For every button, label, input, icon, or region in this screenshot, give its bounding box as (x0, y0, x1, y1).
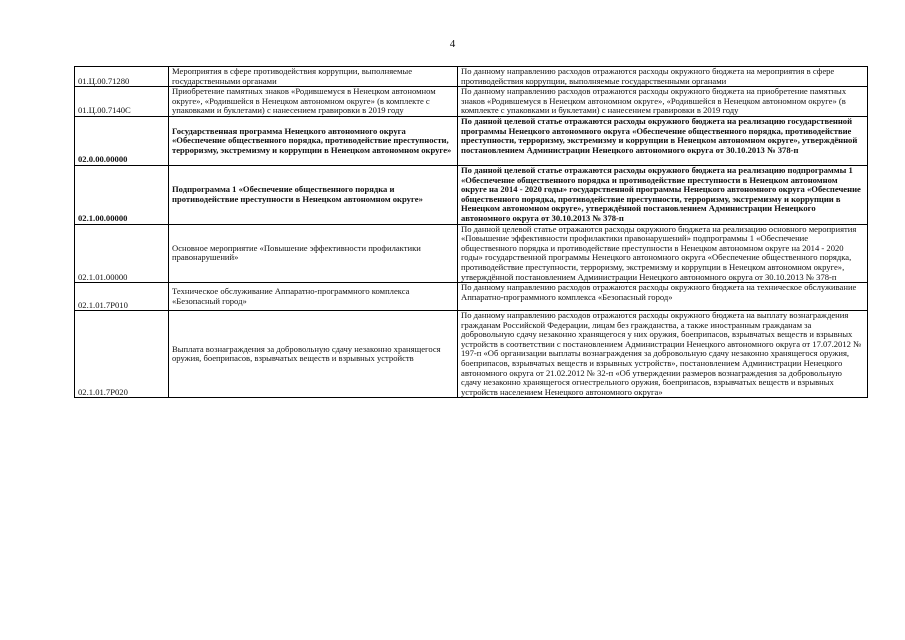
item-description-cell: По данному направлению расходов отражаются расходы окружного бюджета на выплату вознаграждения гражданам Российской Федерации, лицам без гражданства, а также иностранным гражданам за добровольную сдачу незаконно хранящегося у них оружия, боеприпасов, взрывчатых веществ и взрывных устройств в соответствии с постановлением Администрации Ненецкого автономного округа от 17.07.2012 № 197-п «Об организации выплаты вознаграждения за добровольную сдачу незаконно хранящегося оружия, боеприпасов, взрывчатых веществ и взрывных устройств», постановлением Администрации Ненецкого автономного округа от 21.02.2012 № 32-п «Об утверждении размеров вознаграждения за добровольную сдачу незаконно хранящегося огнестрельного оружия, боеприпасов, взрывчатых веществ и взрывных устройств населением Ненецкого автономного округа» (458, 311, 868, 398)
budget-classification-table (74, 66, 868, 398)
item-description-cell: По данной целевой статье отражаются расходы окружного бюджета на реализацию государственной программы Ненецкого автономного округа «Обеспечение общественного порядка, противодействие преступности, терроризму, экстремизму и коррупции в Ненецком автономном округе», утверждённой постановлением Администрации Ненецкого автономного округа от 30.10.2013 № 378-п (458, 116, 868, 165)
target-code-cell: 02.1.01.00000 (75, 224, 169, 283)
target-code-cell: 02.0.00.00000 (75, 116, 169, 165)
table-row (75, 87, 868, 117)
target-code-cell: 01.Ц.00.71280 (75, 67, 169, 87)
table-row (75, 311, 868, 398)
item-description-cell: По данному направлению расходов отражаются расходы окружного бюджета на мероприятия в сфере противодействия коррупции, выполняемые государственными органами (458, 67, 868, 87)
item-name-cell: Основное мероприятие «Повышение эффективности профилактики правонарушений» (169, 224, 458, 283)
item-description-cell: По данному направлению расходов отражаются расходы окружного бюджета на техническое обслуживание Аппаратно-программного комплекса «Безопасный город» (458, 283, 868, 311)
target-code-cell: 02.1.00.00000 (75, 165, 169, 224)
item-name-cell: Мероприятия в сфере противодействия коррупции, выполняемые государственными органами (169, 67, 458, 87)
item-description-cell: По данному направлению расходов отражаются расходы окружного бюджета на приобретение памятных знаков «Родившемуся в Ненецком автономном округе», «Родившейся в Ненецком автономном округе» (в комплекте с упаковками и буклетами) с нанесением гравировки в 2019 году (458, 87, 868, 117)
table-row (75, 165, 868, 224)
item-name-cell: Приобретение памятных знаков «Родившемуся в Ненецком автономном округе», «Родившейся в Ненецком автономном округе» (в комплекте с упаковками и буклетами) с нанесением гравировки в 2019 году (169, 87, 458, 117)
table-row (75, 67, 868, 87)
page-number: 4 (449, 38, 456, 50)
item-name-cell: Подпрограмма 1 «Обеспечение общественного порядка и противодействие преступности в Ненецком автономном округе» (169, 165, 458, 224)
target-code-cell: 02.1.01.7Р010 (75, 283, 169, 311)
item-name-cell: Техническое обслуживание Аппаратно-программного комплекса «Безопасный город» (169, 283, 458, 311)
target-code-cell: 02.1.01.7Р020 (75, 311, 169, 398)
item-description-cell: По данной целевой статье отражаются расходы окружного бюджета на реализацию подпрограммы 1 «Обеспечение общественного порядка и противодействие преступности в Ненецком автономном округе на 2014 - 2020 годы» государственной программы Ненецкого автономного округа «Обеспечение общественного порядка, противодействие преступности, терроризму, экстремизму и коррупции в Ненецком автономном округе», утверждённой постановлением Администрации Ненецкого автономного округа от 30.10.2013 № 378-п (458, 165, 868, 224)
table-row (75, 283, 868, 311)
table-row (75, 224, 868, 283)
table-row (75, 116, 868, 165)
target-code-cell: 01.Ц.00.7140С (75, 87, 169, 117)
item-description-cell: По данной целевой статье отражаются расходы окружного бюджета на реализацию основного мероприятия «Повышение эффективности профилактики правонарушений» подпрограммы 1 «Обеспечение общественного порядка и противодействие преступности в Ненецком автономном округе на 2014 - 2020 годы» государственной программы Ненецкого автономного округа «Обеспечение общественного порядка, противодействие преступности, терроризму, экстремизму и коррупции в Ненецком автономном округе», утверждённой постановлением Администрации Ненецкого автономного округа от 30.10.2013 № 378-п (458, 224, 868, 283)
item-name-cell: Государственная программа Ненецкого автономного округа «Обеспечение общественного порядка, противодействие преступности, терроризму, экстремизму и коррупции в Ненецком автономном округе» (169, 116, 458, 165)
item-name-cell: Выплата вознаграждения за добровольную сдачу незаконно хранящегося оружия, боеприпасов, взрывчатых веществ и взрывных устройств (169, 311, 458, 398)
